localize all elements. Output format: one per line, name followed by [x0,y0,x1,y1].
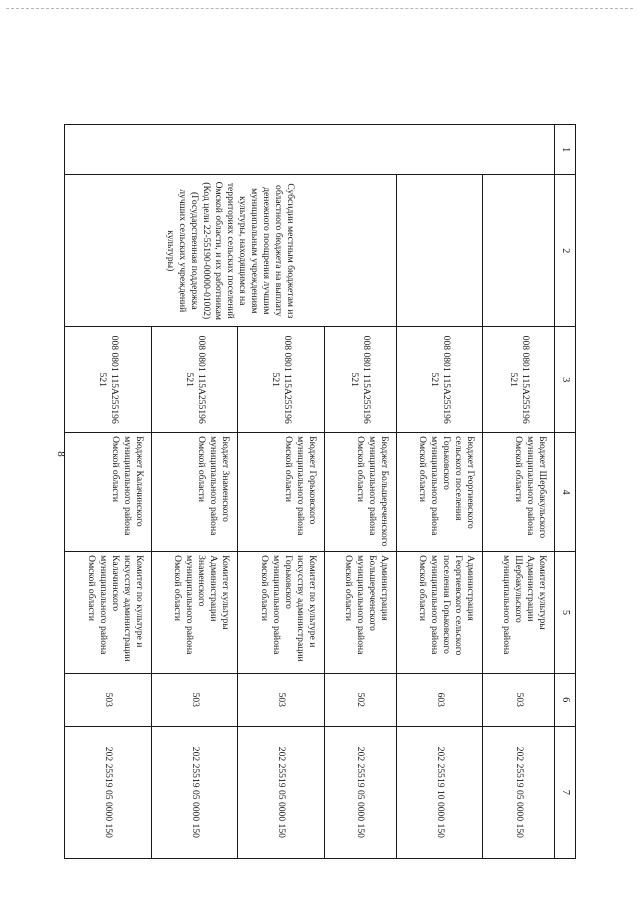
rotated-page [64,124,576,859]
budget-cell: Бюджет Большереченского муниципального района Омской области [325,433,397,552]
budget-allocation-table [64,124,576,859]
admin-code-cell: 603 [396,673,483,726]
administrator-cell: Комитет по культуре и искусству администрации Горьковского муниципального района Омской области [238,552,325,674]
budget-cell: Бюджет Шербакульского муниципального района Омской области [483,433,555,552]
column-number-5: 5 [555,552,576,674]
column-number-3: 3 [555,327,576,433]
income-code-cell: 202 25519 05 0000 150 [325,726,397,858]
table-row [483,125,555,859]
empty-subsidy-cell [396,175,483,327]
budget-cell: Бюджет Георгиевского сельского поселения Горьковского муниципального района Омской области [396,433,483,552]
classification-cell: 008 0801 115А255196 521 [396,327,483,433]
budget-cell: Бюджет Калачинского муниципального района Омской области [65,433,152,552]
page-number: 8 [55,451,67,457]
classification-cell: 008 0801 115А255196 521 [483,327,555,433]
administrator-cell: Комитет культуры Администрации Шербакульского муниципального района [483,552,555,674]
column-number-7: 7 [555,726,576,858]
empty-subsidy-cell [483,175,555,327]
income-code-cell: 202 25519 05 0000 150 [65,726,152,858]
admin-code-cell: 502 [325,673,397,726]
income-code-cell: 202 25519 05 0000 150 [238,726,325,858]
scan-edge-line [6,8,633,9]
admin-code-cell: 503 [483,673,555,726]
admin-code-cell: 503 [151,673,238,726]
classification-cell: 008 0801 115А255196 521 [151,327,238,433]
administrator-cell: Комитет по культуре и искусству администрации Калачинского муниципального района Омской области [65,552,152,674]
classification-cell: 008 0801 115А255196 521 [325,327,397,433]
row-number-cell [65,125,555,175]
subsidy-description-cell: Субсидии местным бюджетам из областного бюджета на выплату денежного поощрения лучшим муниципальным учреждениям культуры, находящимся на территориях сельских поселений Омской области, и их работникам (Код цели 22-55190-00000-01002) (Государственная поддержка лучших сельских учреждений культуры) [65,175,397,327]
income-code-cell: 202 25519 10 0000 150 [396,726,483,858]
column-number-2: 2 [555,175,576,327]
column-number-6: 6 [555,673,576,726]
classification-cell: 008 0801 115А255196 521 [238,327,325,433]
classification-cell: 008 0801 115А255196 521 [65,327,152,433]
income-code-cell: 202 25519 05 0000 150 [483,726,555,858]
budget-cell: Бюджет Знаменского муниципального района Омской области [151,433,238,552]
admin-code-cell: 503 [238,673,325,726]
budget-cell: Бюджет Горьковского муниципального района Омской области [238,433,325,552]
administrator-cell: Администрация Георгиевского сельского поселения Горьковского муниципального района Омской области [396,552,483,674]
administrator-cell: Администрация Большереченского муниципального района Омской области [325,552,397,674]
admin-code-cell: 503 [65,673,152,726]
column-number-1: 1 [555,125,576,175]
administrator-cell: Комитет культуры Администрации Знаменского муниципального района Омской области [151,552,238,674]
table-header-row [555,125,576,859]
income-code-cell: 202 25519 05 0000 150 [151,726,238,858]
column-number-4: 4 [555,433,576,552]
table-row [325,125,397,859]
table-row [396,125,483,859]
